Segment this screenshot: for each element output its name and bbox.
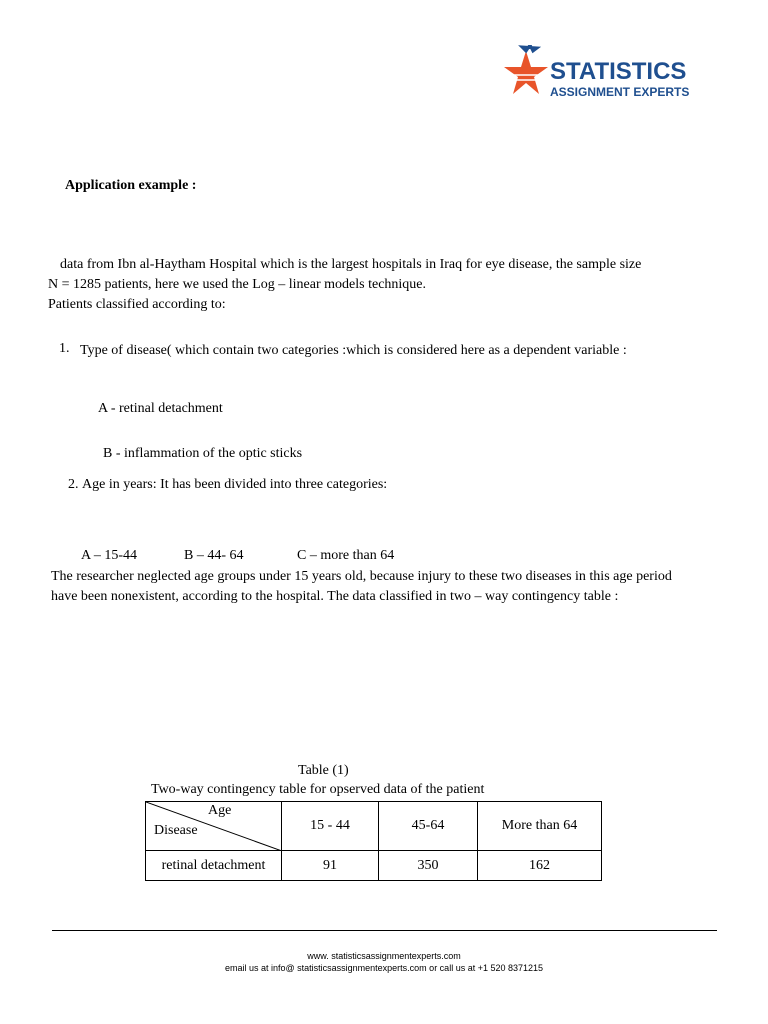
item-1-text: Type of disease( which contain two categories :which is considered here as a dependent variable : <box>80 343 627 358</box>
star-logo-icon <box>500 45 552 105</box>
item-1-option-b: B - inflammation of the optic sticks <box>103 446 303 461</box>
table-row <box>146 851 602 881</box>
brand-logo <box>500 45 690 105</box>
table-cell: 350 <box>379 851 478 881</box>
paragraph-line-2: have been nonexistent, according to the hospital. The data classified in two – way contingency table : <box>51 589 619 604</box>
table-label: Table (1) <box>298 763 349 778</box>
footer-divider <box>52 930 717 931</box>
item-2-number: 2. <box>68 477 79 492</box>
item-2-text: Age in years: It has been divided into three categories: <box>82 477 388 492</box>
table-cell: 91 <box>282 851 379 881</box>
contingency-table <box>145 801 602 881</box>
age-category-b: B – 44- 64 <box>184 548 244 563</box>
paragraph-line-1: The researcher neglected age groups under 15 years old, because injury to these two diseases in this age period <box>51 569 672 584</box>
logo-tagline: ASSIGNMENT EXPERTS <box>550 85 690 99</box>
intro-line-3: Patients classified according to: <box>48 297 226 312</box>
intro-line-2: N = 1285 patients, here we used the Log – linear models technique. <box>48 277 427 292</box>
column-header: 45-64 <box>379 802 478 851</box>
footer-website: www. statisticsassignmentexperts.com <box>307 951 461 961</box>
column-header: More than 64 <box>478 802 602 851</box>
intro-line-1: data from Ibn al-Haytham Hospital which is the largest hospitals in Iraq for eye disease, the sample size <box>60 257 642 272</box>
column-header: 15 - 44 <box>282 802 379 851</box>
table-cell: 162 <box>478 851 602 881</box>
corner-disease-label: Disease <box>154 823 198 838</box>
item-1-number: 1. <box>59 341 70 356</box>
item-1-option-a: A - retinal detachment <box>98 401 223 416</box>
section-heading: Application example : <box>65 178 197 193</box>
corner-age-label: Age <box>208 803 232 818</box>
table-corner-cell <box>146 802 282 851</box>
age-category-a: A – 15-44 <box>81 548 137 563</box>
table-caption: Two-way contingency table for opserved data of the patient <box>151 782 485 797</box>
row-label: retinal detachment <box>146 851 282 881</box>
footer-contact: email us at info@ statisticsassignmentexperts.com or call us at +1 520 8371215 <box>224 963 544 973</box>
age-category-c: C – more than 64 <box>297 548 395 563</box>
logo-name: STATISTICS <box>550 58 687 85</box>
table-header-row <box>146 802 602 851</box>
